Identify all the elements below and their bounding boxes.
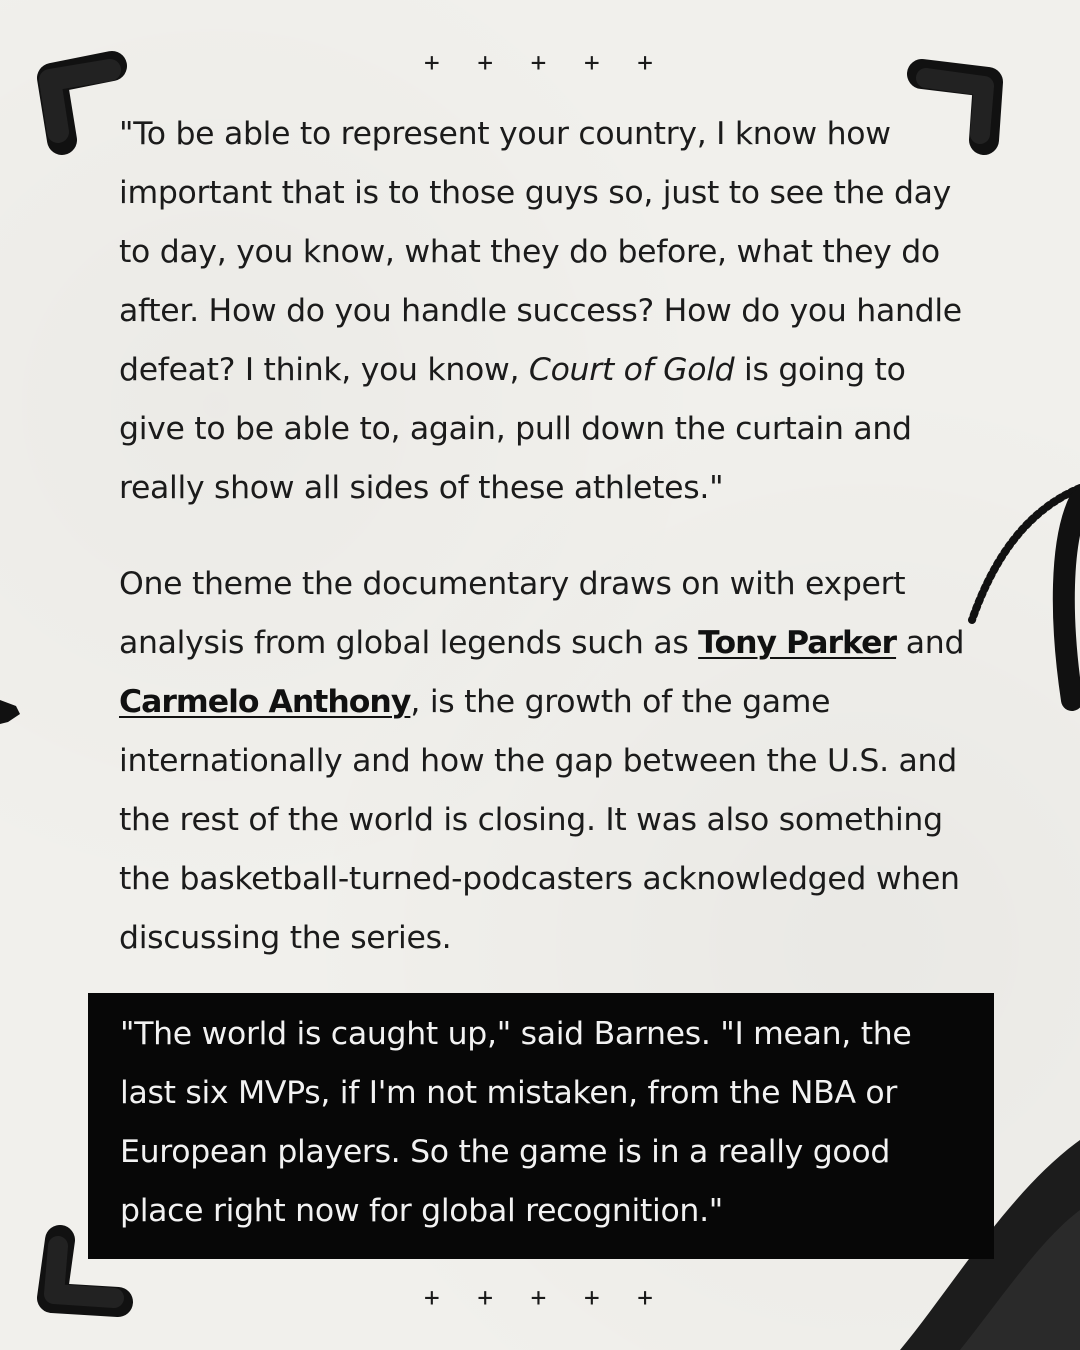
paragraph-text-middle: and	[896, 625, 965, 661]
plus-divider-bottom: + + + + +	[424, 1283, 664, 1313]
paragraph-text-start: One theme the documentary draws on with expert analysis from global legends such as	[119, 566, 906, 661]
plus-divider-top: + + + + +	[424, 48, 664, 78]
quote-text-start: "To be able to represent your country, I know how important that is to those guys so, just to see the day to day, you know, what they do before, what they do after. How do you handle success? How do you handle defeat? I think, you know,	[119, 116, 962, 388]
documentary-title: Court of Gold	[528, 352, 735, 388]
highlighted-quote-text: "The world is caught up," said Barnes. "I mean, the last six MVPs, if I'm not mistaken, from the NBA or European players. So the game is in a really good place right now for global recognition."	[120, 1016, 912, 1229]
highlighted-quote-box	[88, 993, 994, 1259]
paragraph-text-end: , is the growth of the game internationally and how the gap between the U.S. and the rest of the world is closing. It was also something the basketball-turned-podcasters acknowledged when discussing the series.	[119, 684, 960, 956]
quote-paragraph	[119, 105, 979, 518]
quote-text-end: is going to give to be able to, again, pull down the curtain and really show all sides of these athletes."	[119, 352, 912, 506]
body-paragraph	[119, 555, 979, 968]
tony-parker-link[interactable]: Tony Parker	[698, 625, 897, 661]
left-edge-brush-mark-icon	[0, 700, 20, 724]
carmelo-anthony-link[interactable]: Carmelo Anthony	[119, 684, 411, 720]
right-edge-brush-stroke-icon	[972, 488, 1080, 700]
